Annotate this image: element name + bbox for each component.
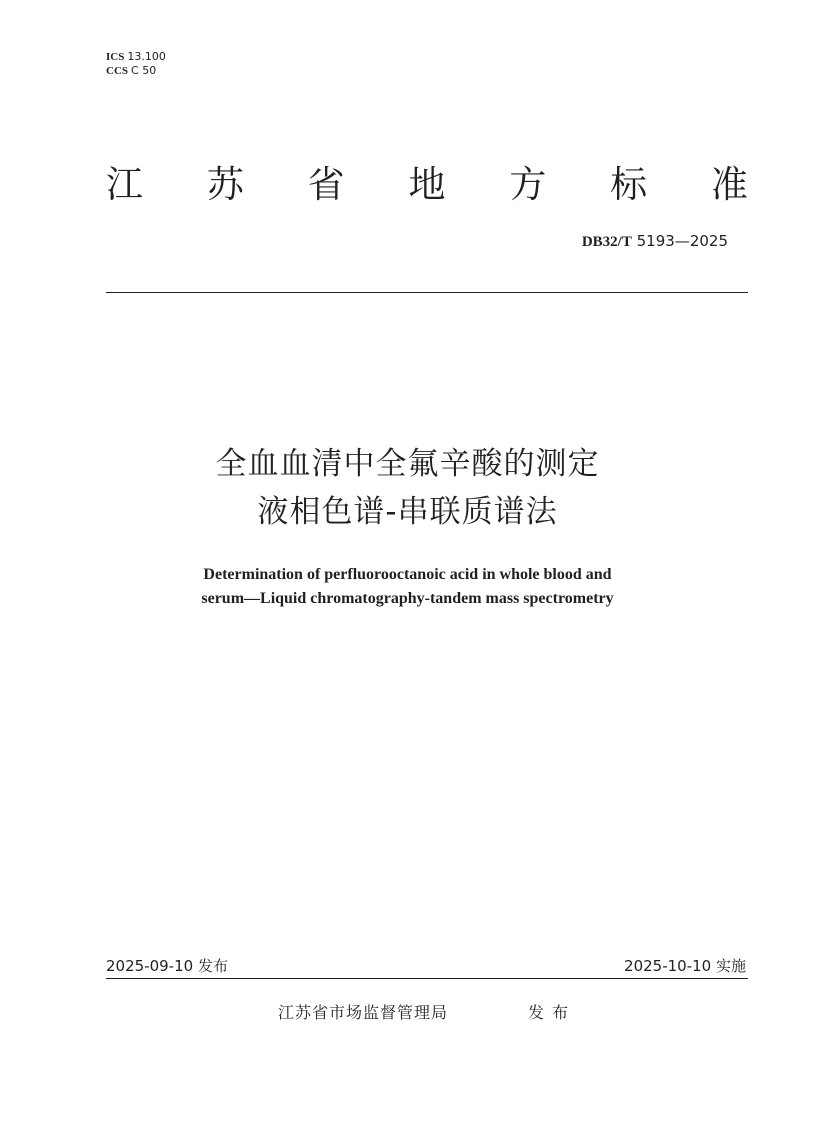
ccs-value: C 50 xyxy=(131,64,157,77)
ics-code xyxy=(106,50,166,64)
issue-date: 2025-09-10 发布 xyxy=(106,957,228,975)
chinese-title xyxy=(0,440,815,536)
ccs-code xyxy=(106,64,166,78)
issuing-action: 发布 xyxy=(528,1003,577,1022)
standard-number-value: 5193—2025 xyxy=(636,232,728,250)
chinese-title-line-2: 液相色谱-串联质谱法 xyxy=(257,494,558,530)
standard-type-char: 地 xyxy=(408,163,446,206)
implementation-date: 2025-10-10 实施 xyxy=(624,957,746,975)
ccs-label: CCS xyxy=(106,65,129,77)
standard-type-char: 省 xyxy=(307,163,345,206)
standard-type-char: 准 xyxy=(710,163,748,206)
standard-number-prefix: DB32/T xyxy=(581,234,632,250)
classification-codes xyxy=(106,50,166,78)
ics-label: ICS xyxy=(106,51,125,63)
chinese-title-line-1: 全血血清中全氟辛酸的测定 xyxy=(215,446,600,482)
standard-number xyxy=(582,231,728,252)
english-title xyxy=(0,563,815,611)
footer-divider xyxy=(106,978,748,979)
standard-type-char: 苏 xyxy=(206,163,244,206)
standard-type-heading xyxy=(106,160,748,210)
english-title-line-1: Determination of perfluorooctanoic acid in whole blood and xyxy=(203,566,612,583)
standard-type-char: 江 xyxy=(106,163,143,206)
standard-type-char: 方 xyxy=(509,163,547,206)
standard-type-char: 标 xyxy=(610,163,648,206)
ics-value: 13.100 xyxy=(127,50,166,63)
english-title-line-2: serum—Liquid chromatography-tandem mass spectrometry xyxy=(201,590,614,607)
issuing-authority: 江苏省市场监督管理局 xyxy=(278,1003,449,1022)
header-divider xyxy=(106,292,748,293)
